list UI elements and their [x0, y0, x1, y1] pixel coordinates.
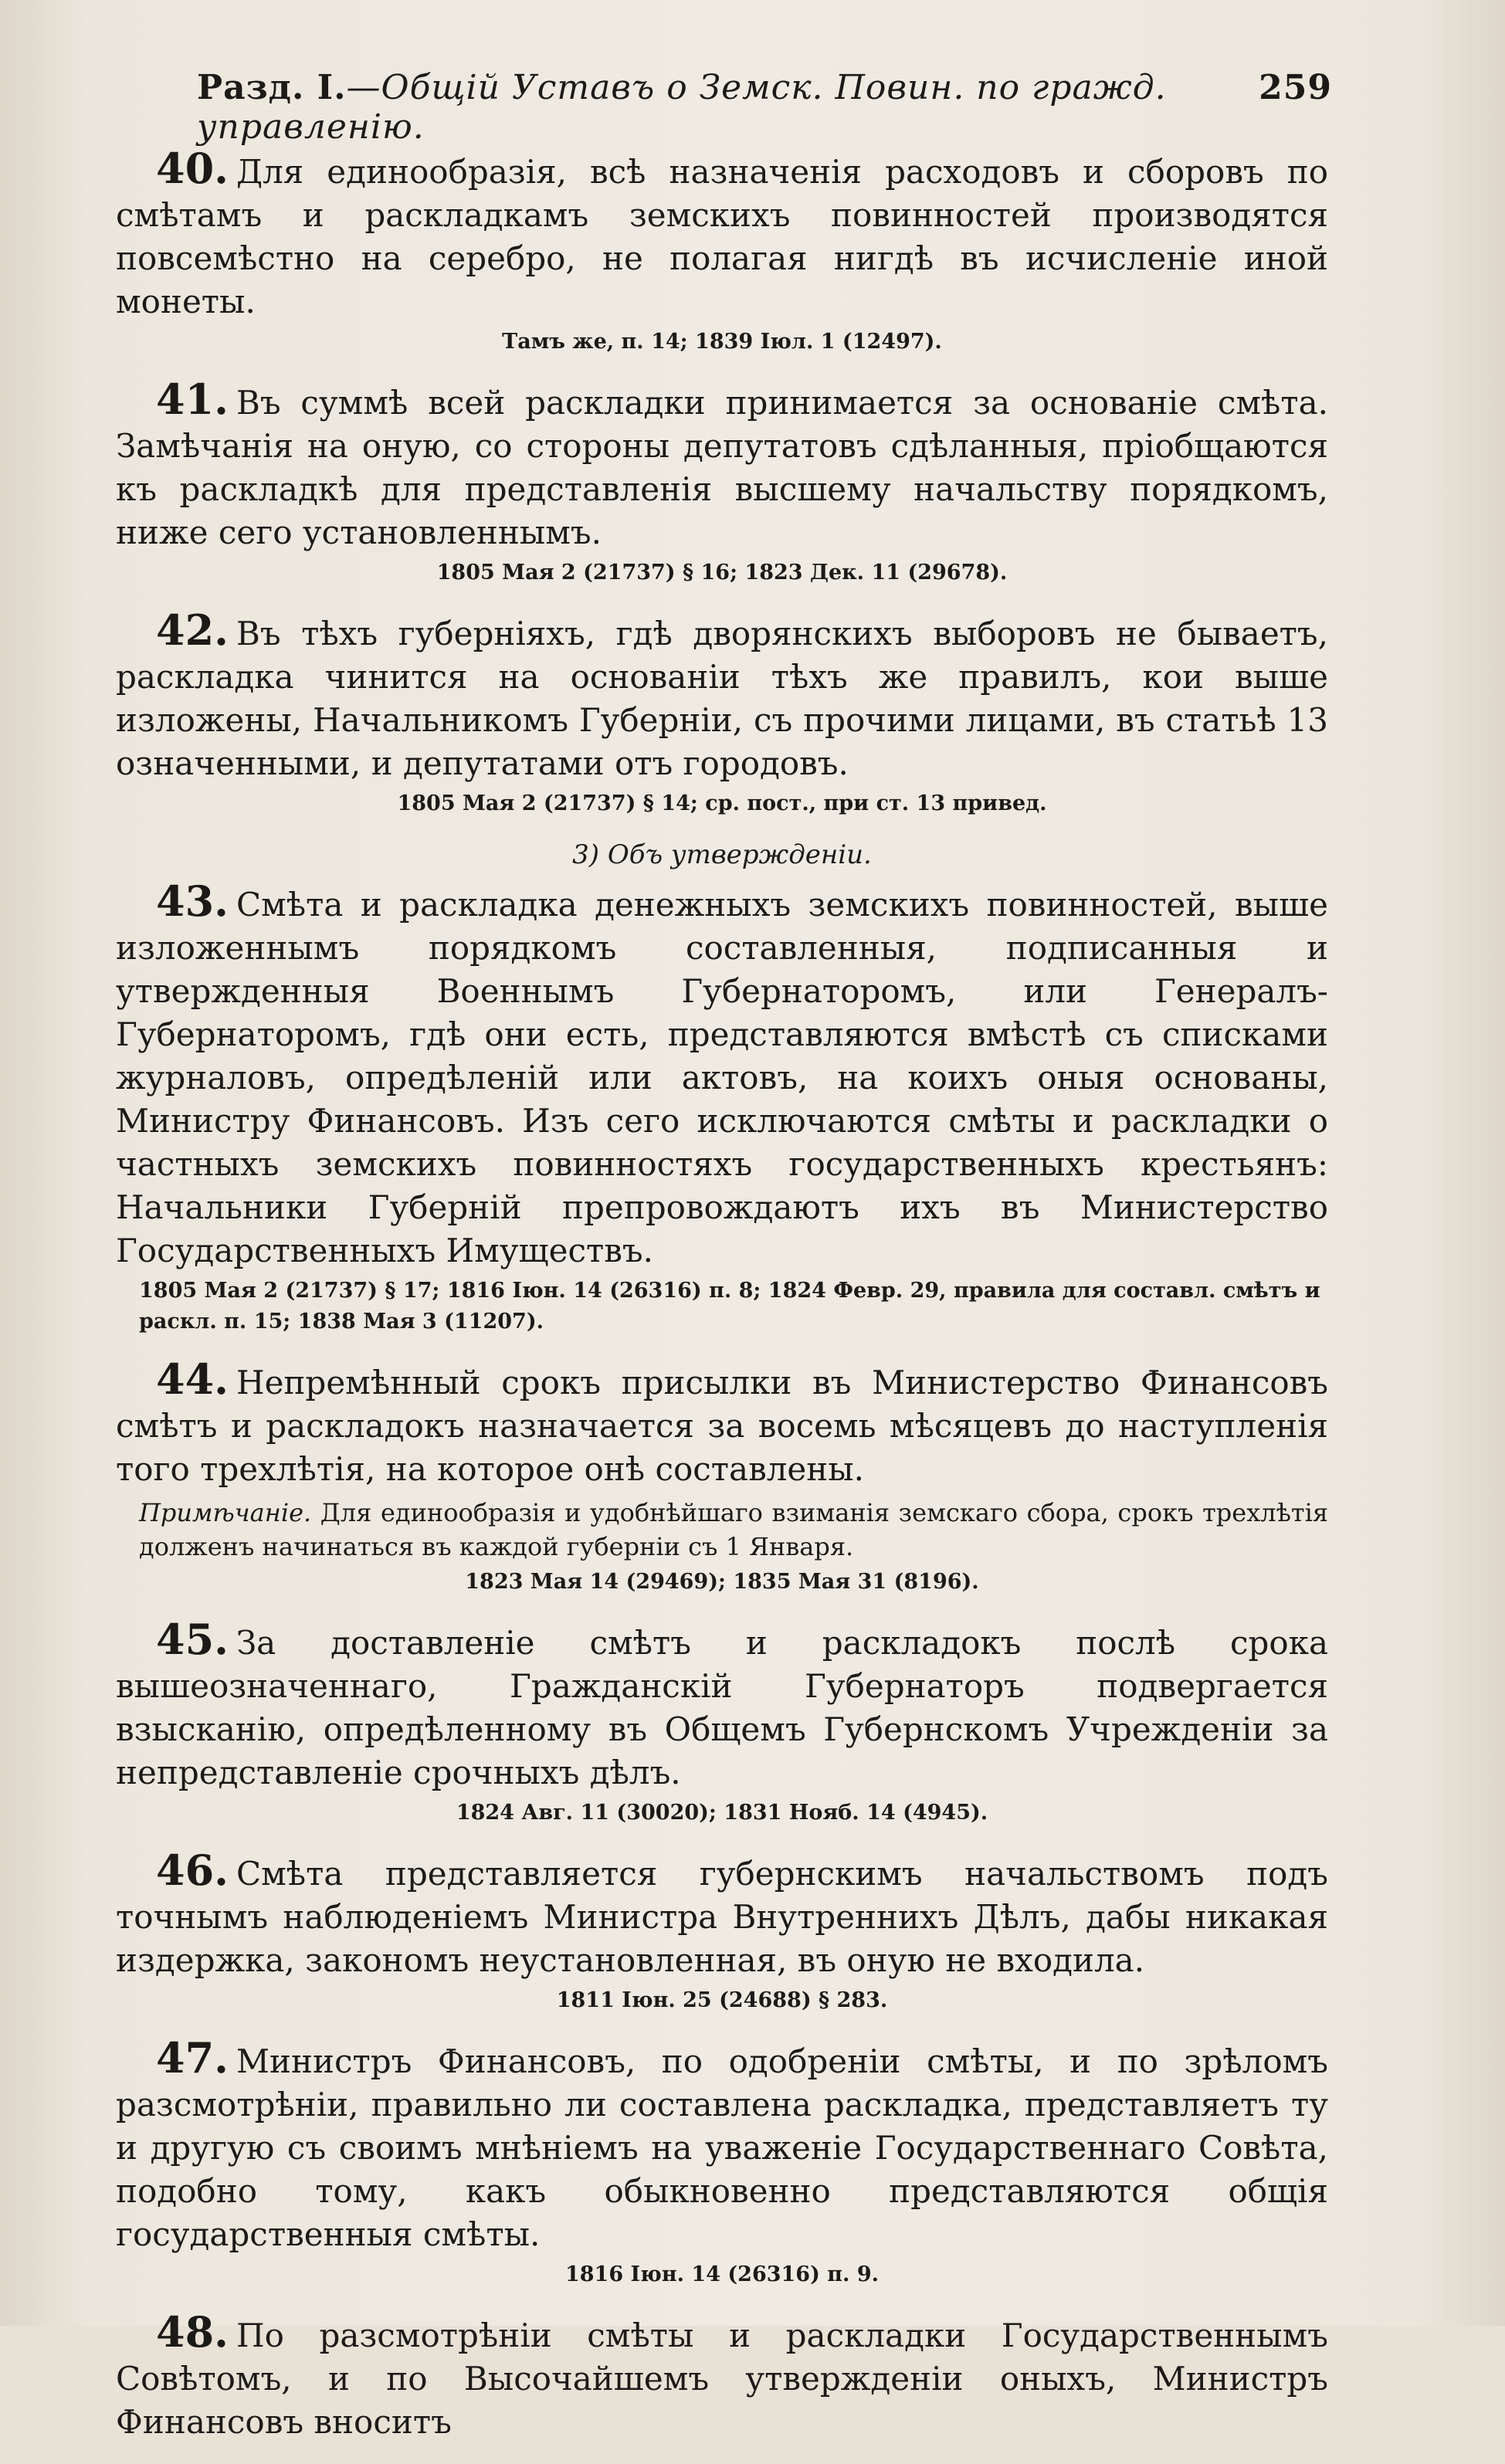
article-44 — [116, 1354, 1329, 1598]
article-text: Смѣта и раскладка денежныхъ земскихъ повинностей, выше изложеннымъ порядкомъ составленныя, подписанныя и утвержденныя Военнымъ Губернаторомъ, или Генералъ-Губернаторомъ, гдѣ они есть, представляются вмѣстѣ съ списками журналовъ, опредѣленій или актовъ, на коихъ оныя основаны, Министру Финансовъ. Изъ сего исключаются смѣты и раскладки о частныхъ земскихъ повинностяхъ государственныхъ крестьянъ: Начальники Губерній препровождаютъ ихъ въ Министерство Государственныхъ Имуществъ. — [116, 886, 1328, 1269]
article-text: Непремѣнный срокъ присылки въ Министерство Финансовъ смѣтъ и раскладокъ назначается за восемь мѣсяцевъ до наступленія того трехлѣтія, на которое онѣ составлены. — [116, 1364, 1328, 1488]
section-subheading: 3) Объ утвержденіи. — [572, 839, 872, 870]
article-text: Министръ Финансовъ, по одобреніи смѣты, и по зрѣломъ разсмотрѣніи, правильно ли составлена раскладка, представляетъ ту и другую съ своимъ мнѣніемъ на уваженіе Государственнаго Совѣта, подобно тому, какъ обыкновенно представляются общія государственныя смѣты. — [116, 2042, 1328, 2253]
article-text: Въ суммѣ всей раскладки принимается за основаніе смѣта. Замѣчанія на оную, со стороны депутатовъ сдѣланныя, пріобщаются къ раскладкѣ для представленія высшему начальству порядкомъ, ниже сего установленнымъ. — [116, 384, 1328, 551]
note-label: Примѣчаніе. — [139, 1498, 312, 1527]
article-46 — [116, 1845, 1328, 2016]
article-number: 43. — [156, 876, 229, 926]
article-40 — [116, 144, 1328, 358]
article-paragraph — [116, 1354, 1328, 1491]
article-number: 40. — [156, 144, 229, 193]
header-section: Разд. I. — [197, 68, 347, 107]
citation: 1816 Іюн. 14 (26316) п. 9. — [564, 2262, 880, 2286]
running-header — [197, 68, 1332, 147]
article-number: 48. — [156, 2307, 229, 2357]
article-43 — [116, 876, 1328, 1337]
article-note — [116, 1496, 1328, 1564]
article-text: За доставленіе смѣтъ и раскладокъ послѣ срока вышеозначеннаго, Гражданскій Губернаторъ подвергается взысканію, опредѣленному въ Общемъ Губернскомъ Учрежденіи за непредставленіе срочныхъ дѣлъ. — [116, 1624, 1328, 1791]
article-paragraph — [116, 2033, 1328, 2256]
article-47 — [116, 2033, 1328, 2290]
article-42 — [116, 605, 1328, 819]
citation: 1824 Авг. 11 (30020); 1831 Нояб. 14 (4945). — [456, 1801, 988, 1825]
page-body — [116, 144, 1329, 2464]
article-paragraph — [116, 1845, 1328, 1982]
article-number: 42. — [156, 605, 229, 655]
article-text: Въ тѣхъ губерніяхъ, гдѣ дворянскихъ выборовъ не бываетъ, раскладка чинится на основаніи тѣхъ же правилъ, кои выше изложены, Начальникомъ Губерніи, съ прочими лицами, въ статьѣ 13 означенными, и депутатами отъ городовъ. — [116, 615, 1328, 782]
citation: 1805 Мая 2 (21737) § 14; ср. пост., при ст. 13 привед. — [397, 791, 1047, 815]
article-paragraph — [116, 876, 1328, 1273]
citation: 1805 Мая 2 (21737) § 16; 1823 Дек. 11 (29678). — [436, 561, 1008, 585]
article-text: Смѣта представляется губернскимъ начальствомъ подъ точнымъ наблюденіемъ Министра Внутреннихъ Дѣлъ, дабы никакая издержка, закономъ неустановленная, въ оную не входила. — [116, 1855, 1328, 1979]
citation: 1823 Мая 14 (29469); 1835 Мая 31 (8196). — [465, 1570, 979, 1594]
article-paragraph — [116, 2307, 1328, 2444]
article-number: 46. — [156, 1845, 229, 1895]
page-number: 259 — [1259, 68, 1332, 107]
article-48 — [116, 2307, 1328, 2444]
article-number: 47. — [156, 2033, 229, 2083]
article-text: По разсмотрѣніи смѣты и раскладки Государственнымъ Совѣтомъ, и по Высочайшемъ утвержденіи оныхъ, Министръ Финансовъ вноситъ — [116, 2317, 1328, 2441]
article-41 — [116, 375, 1328, 588]
article-number: 44. — [156, 1354, 229, 1404]
article-paragraph — [116, 605, 1328, 785]
article-number: 41. — [156, 375, 229, 424]
article-45 — [116, 1615, 1328, 1829]
article-number: 45. — [156, 1615, 229, 1664]
note-text: Для единообразія и удобнѣйшаго взиманія земскаго сбора, срокъ трехлѣтія долженъ начинаться въ каждой губерніи съ 1 Января. — [139, 1498, 1329, 1561]
header-title-text: —Общій Уставъ о Земск. Повин. по гражд. управленію. — [197, 68, 1167, 147]
article-text: Для единообразія, всѣ назначенія расходовъ и сборовъ по смѣтамъ и раскладкамъ земскихъ повинностей производятся повсемѣстно на серебро, не полагая нигдѣ въ исчисленіе иной монеты. — [116, 153, 1328, 320]
citation: Тамъ же, п. 14; 1839 Іюл. 1 (12497). — [502, 330, 942, 354]
article-paragraph — [116, 144, 1328, 324]
citation: 1811 Іюн. 25 (24688) § 283. — [556, 1988, 888, 2012]
article-paragraph — [116, 1615, 1328, 1795]
header-title — [197, 68, 1259, 147]
article-paragraph — [116, 375, 1328, 554]
citation: 1805 Мая 2 (21737) § 17; 1816 Іюн. 14 (26316) п. 8; 1824 Февр. 29, правила для составл. смѣтъ и раскл. п. 15; 1838 Мая 3 (11207). — [139, 1279, 1320, 1334]
